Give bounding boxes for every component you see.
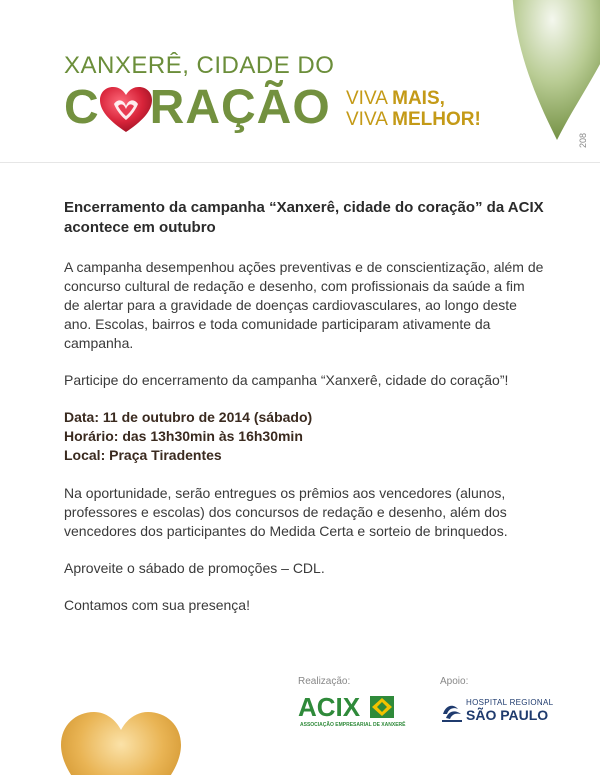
apoio-label: Apoio: xyxy=(440,676,469,687)
hospital-logo xyxy=(440,698,554,728)
logo-letters-racao: RAÇÃO xyxy=(149,81,331,134)
hospital-emblem-icon xyxy=(440,700,464,724)
event-details xyxy=(64,408,544,465)
paragraph-closing: Contamos com sua presença! xyxy=(64,597,250,613)
paragraph-campaign-summary: A campanha desempenhou ações preventivas e de conscientização, além de concurso cultural de redação e desenho, com profissionais da saúde a fim de alertar para a gravidade de doenças cardiovasculares, ao longo deste ano. Escolas, bairros e toda comunidade participaram ativamente da campanha. xyxy=(64,259,544,351)
announcement-headline: Encerramento da campanha “Xanxerê, cidade do coração” da ACIX acontece em outubro xyxy=(64,199,544,236)
logo-title-line1: XANXERÊ, CIDADE DO xyxy=(64,52,335,79)
logo-letter-c: C xyxy=(64,81,100,134)
orange-heart-balloon-icon xyxy=(56,710,186,775)
green-heart-balloon-icon xyxy=(502,0,600,150)
paragraph-invitation: Participe do encerramento da campanha “Xanxerê, cidade do coração”! xyxy=(64,372,509,388)
side-code: 208 xyxy=(578,132,588,148)
heart-logo-icon xyxy=(98,86,154,134)
acix-logo xyxy=(298,692,406,730)
acix-emblem-icon xyxy=(370,696,394,718)
campaign-tagline xyxy=(346,88,481,130)
realizacao-label: Realização: xyxy=(298,676,351,687)
sponsors-footer xyxy=(0,610,600,775)
event-place: Local: Praça Tiradentes xyxy=(64,447,222,463)
announcement-body xyxy=(64,198,544,633)
acix-logo-subtitle: ASSOCIAÇÃO EMPRESARIAL DE XANXERÊ xyxy=(300,722,406,728)
event-date: Data: 11 de outubro de 2014 (sábado) xyxy=(64,409,313,425)
paragraph-promotions: Aproveite o sábado de promoções – CDL. xyxy=(64,560,325,576)
event-time: Horário: das 13h30min às 16h30min xyxy=(64,428,303,444)
tagline-line2: VIVA MELHOR! xyxy=(346,109,481,130)
tagline-line1: VIVA MAIS, xyxy=(346,88,445,109)
campaign-header xyxy=(0,0,600,162)
acix-logo-text: ACIX xyxy=(298,692,361,722)
header-divider xyxy=(0,162,600,163)
hospital-logo-line1: HOSPITAL REGIONAL xyxy=(466,698,554,707)
logo-title-line2 xyxy=(64,78,331,138)
paragraph-prizes: Na oportunidade, serão entregues os prêmios aos vencedores (alunos, professores e escolas) dos concursos de redação e desenho, além dos vencedores dos participantes do Medida Certa e sorteio de brinquedos. xyxy=(64,485,508,539)
hospital-logo-line2: SÃO PAULO xyxy=(466,707,549,723)
